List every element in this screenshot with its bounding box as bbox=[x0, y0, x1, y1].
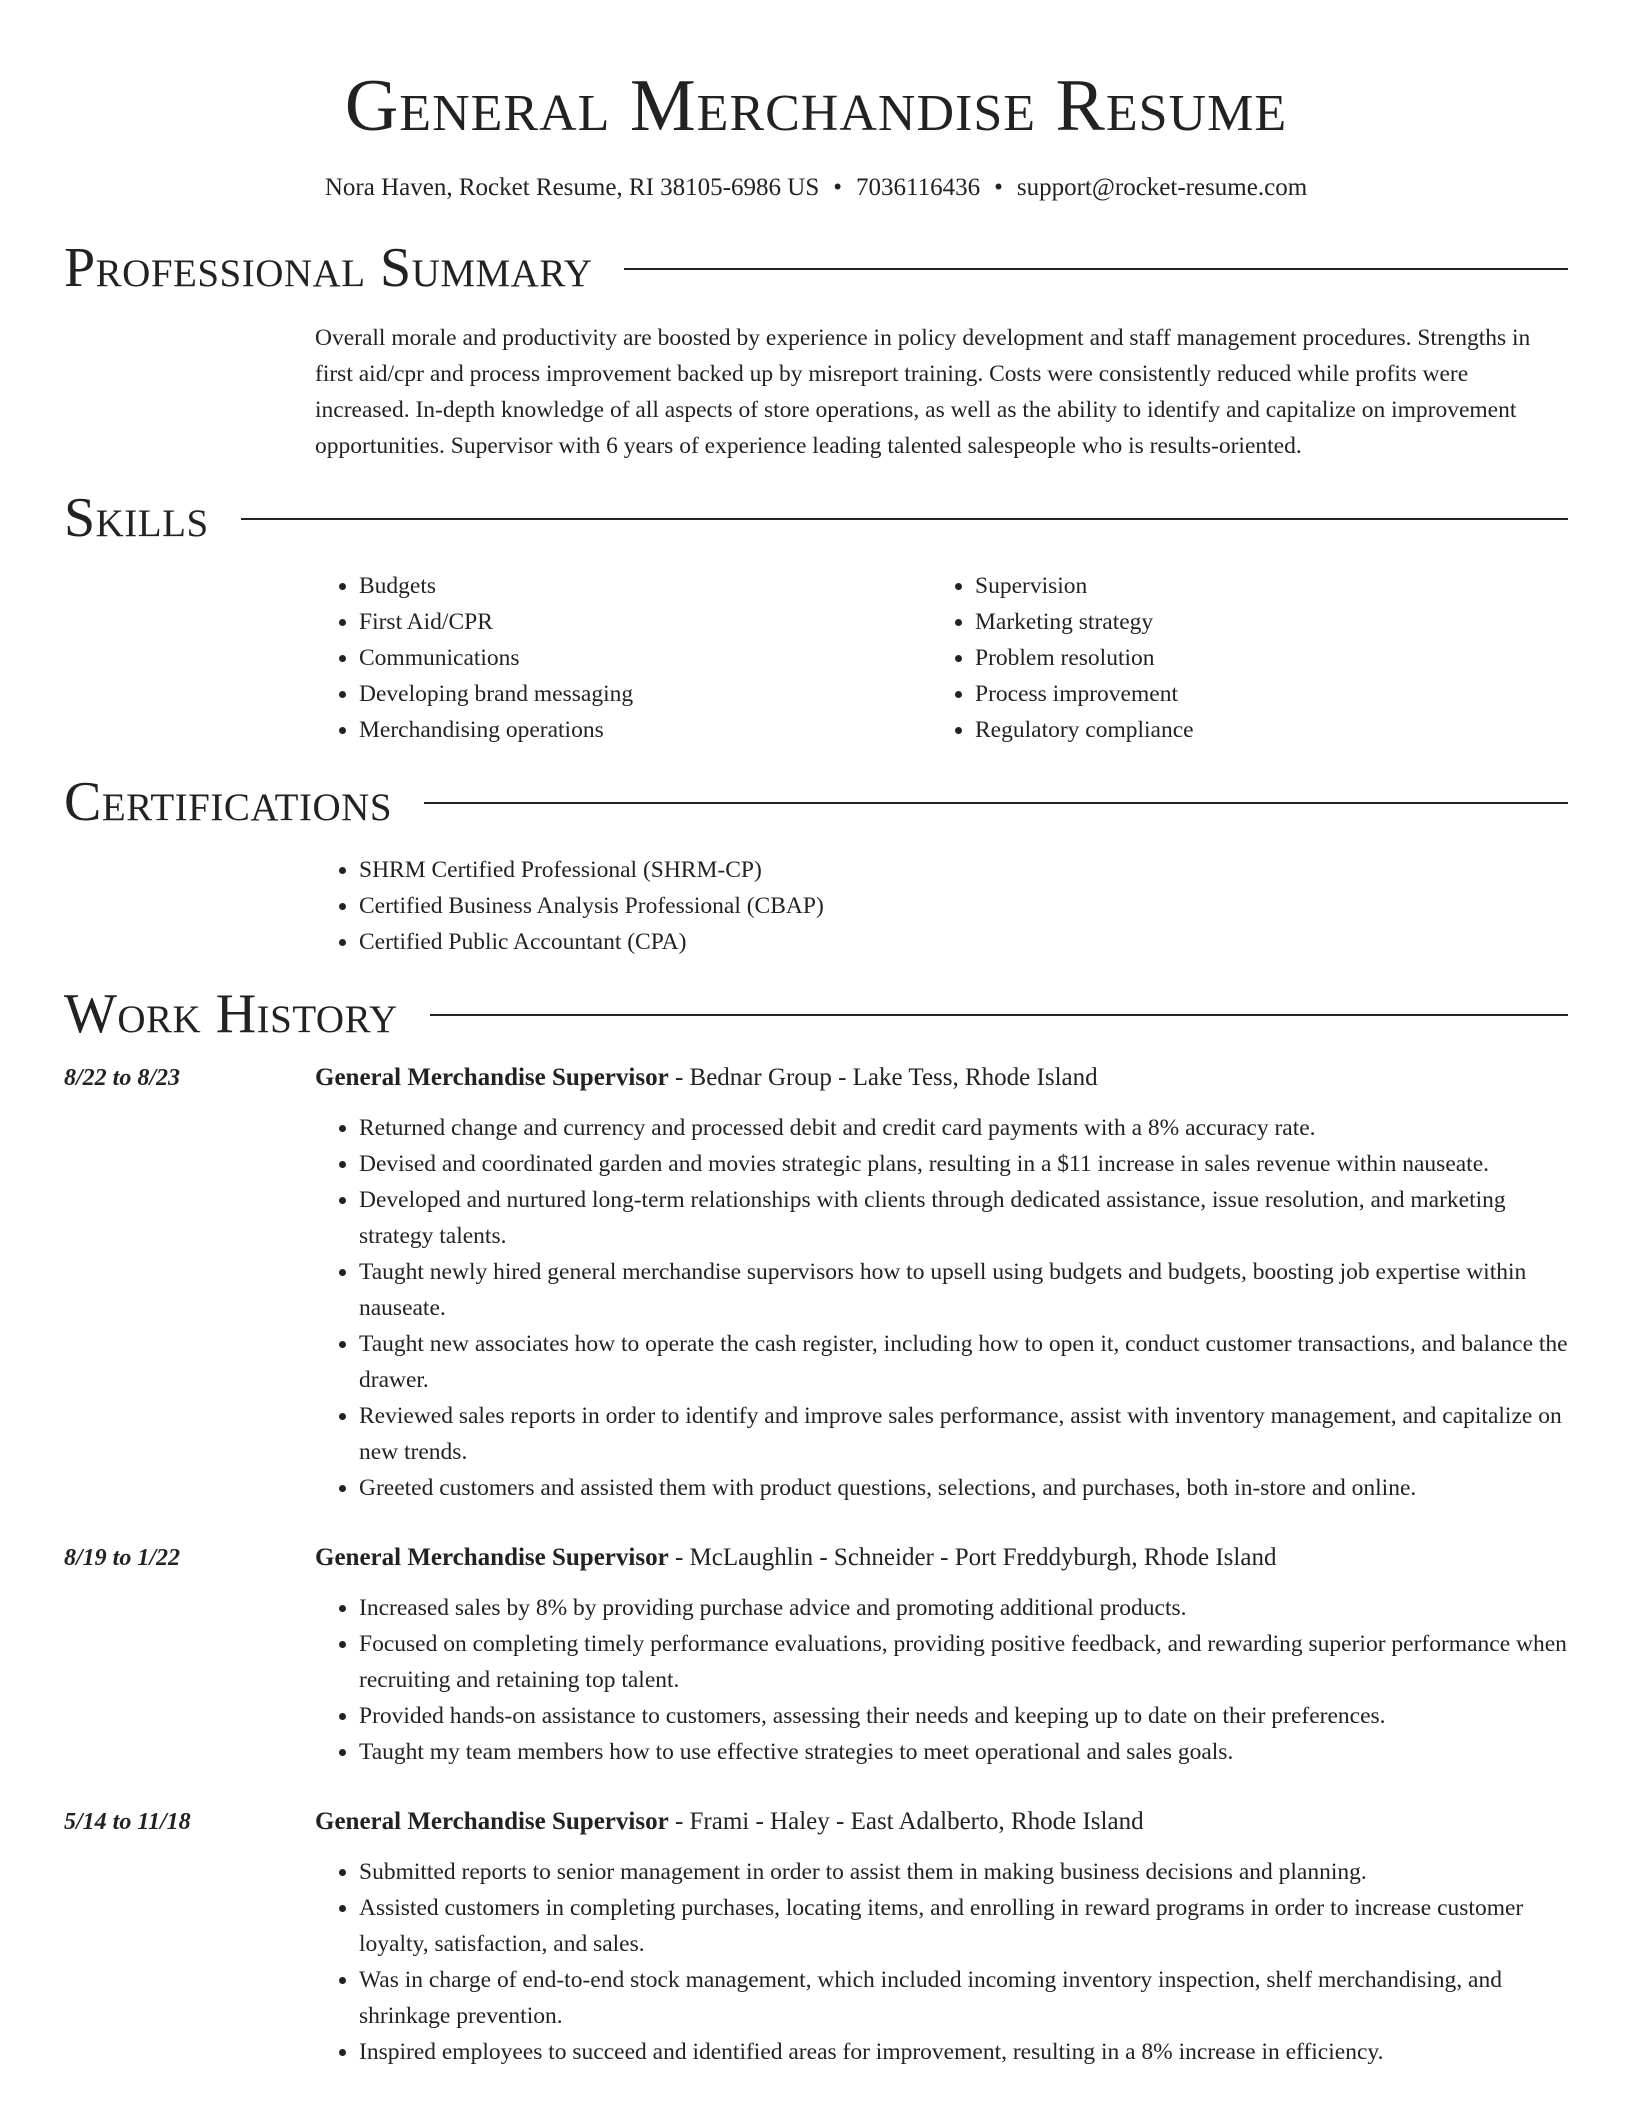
job-bullets bbox=[315, 1110, 1568, 1506]
job-employer: - McLaughlin - Schneider - Port Freddyburgh, Rhode Island bbox=[668, 1544, 1277, 1571]
job-entry bbox=[64, 1060, 1568, 1506]
certifications-list bbox=[315, 852, 1568, 960]
job-entry bbox=[64, 1540, 1568, 1770]
skill-item: • Merchandising operations bbox=[359, 712, 931, 748]
contact-line bbox=[64, 172, 1568, 204]
section-divider bbox=[430, 1014, 1568, 1016]
skills-list bbox=[315, 568, 1568, 748]
summary-body bbox=[315, 320, 1568, 464]
job-title: General Merchandise Supervisor bbox=[315, 1544, 669, 1571]
contact-email: support@rocket-resume.com bbox=[1016, 174, 1308, 201]
job-employer: - Frami - Haley - East Adalberto, Rhode Island bbox=[668, 1808, 1144, 1835]
certifications-section-header bbox=[64, 772, 1568, 832]
job-bullet: • Provided hands-on assistance to customers, assessing their needs and keeping up to date on their preferences. bbox=[359, 1698, 1568, 1734]
work-history-section-header bbox=[64, 984, 1568, 1044]
skill-item: • Marketing strategy bbox=[975, 604, 1547, 640]
skill-item: • Process improvement bbox=[975, 676, 1547, 712]
job-header bbox=[64, 1060, 1568, 1096]
skills-section-header bbox=[64, 488, 1568, 548]
skill-item: • Budgets bbox=[359, 568, 931, 604]
job-bullet: • Increased sales by 8% by providing purchase advice and promoting additional products. bbox=[359, 1590, 1568, 1626]
job-bullet: • Focused on completing timely performance evaluations, providing positive feedback, and rewarding superior performance when recruiting and retaining top talent. bbox=[359, 1626, 1568, 1698]
skills-column-left bbox=[315, 568, 931, 748]
skill-item: • Problem resolution bbox=[975, 640, 1547, 676]
job-bullets bbox=[315, 1590, 1568, 1770]
skills-column-right bbox=[931, 568, 1547, 748]
job-title-line bbox=[315, 1540, 1276, 1576]
contact-address: Nora Haven, Rocket Resume, RI 38105-6986 US bbox=[324, 174, 820, 201]
certifications-heading: Certifications bbox=[64, 771, 393, 833]
job-bullet: • Devised and coordinated garden and movies strategic plans, resulting in a $11 increase in sales revenue within nauseate. bbox=[359, 1146, 1568, 1182]
job-bullets bbox=[315, 1854, 1568, 2070]
job-header bbox=[64, 1540, 1568, 1576]
job-bullet: • Was in charge of end-to-end stock management, which included incoming inventory inspection, shelf merchandising, and shrinkage prevention. bbox=[359, 1962, 1568, 2034]
summary-heading: Professional Summary bbox=[64, 237, 593, 299]
job-entry bbox=[64, 1804, 1568, 2070]
section-divider bbox=[241, 518, 1568, 520]
job-dates: 5/14 to 11/18 bbox=[64, 1809, 191, 1835]
job-title-line bbox=[315, 1804, 1144, 1840]
summary-text: Overall morale and productivity are boosted by experience in policy development and staff management procedures. Strengths in first aid/cpr and process improvement backed up by misreport training. Costs were consistently reduced while profits were increased. In-depth knowledge of all aspects of store operations, as well as the ability to identify and capitalize on improvement opportunities. Supervisor with 6 years of experience leading talented salespeople who is results-oriented. bbox=[315, 325, 1531, 459]
job-dates: 8/22 to 8/23 bbox=[64, 1065, 181, 1091]
skill-item: • Supervision bbox=[975, 568, 1547, 604]
summary-section-header bbox=[64, 238, 1568, 298]
job-bullet: • Returned change and currency and processed debit and credit card payments with a 8% accuracy rate. bbox=[359, 1110, 1568, 1146]
section-divider bbox=[624, 268, 1568, 270]
resume-page bbox=[64, 0, 1568, 2070]
job-bullet: • Assisted customers in completing purchases, locating items, and enrolling in reward programs in order to increase customer loyalty, satisfaction, and sales. bbox=[359, 1890, 1568, 1962]
contact-separator: • bbox=[833, 174, 842, 201]
job-employer: - Bednar Group - Lake Tess, Rhode Island bbox=[668, 1064, 1098, 1091]
job-bullet: • Taught new associates how to operate the cash register, including how to open it, conduct customer transactions, and balance the drawer. bbox=[359, 1326, 1568, 1398]
job-bullet: • Developed and nurtured long-term relationships with clients through dedicated assistance, issue resolution, and marketing strategy talents. bbox=[359, 1182, 1568, 1254]
certification-item: • Certified Business Analysis Professional (CBAP) bbox=[359, 888, 1568, 924]
job-bullet: • Inspired employees to succeed and identified areas for improvement, resulting in a 8% increase in efficiency. bbox=[359, 2034, 1568, 2070]
job-bullet: • Reviewed sales reports in order to identify and improve sales performance, assist with inventory management, and capitalize on new trends. bbox=[359, 1398, 1568, 1470]
contact-phone: 7036116436 bbox=[856, 174, 981, 201]
job-bullet: • Greeted customers and assisted them with product questions, selections, and purchases, both in-store and online. bbox=[359, 1470, 1568, 1506]
job-title-line bbox=[315, 1060, 1098, 1096]
job-header bbox=[64, 1804, 1568, 1840]
job-title: General Merchandise Supervisor bbox=[315, 1064, 669, 1091]
certification-item: • SHRM Certified Professional (SHRM-CP) bbox=[359, 852, 1568, 888]
job-dates: 8/19 to 1/22 bbox=[64, 1545, 181, 1571]
skill-item: • Regulatory compliance bbox=[975, 712, 1547, 748]
certification-item: • Certified Public Accountant (CPA) bbox=[359, 924, 1568, 960]
skill-item: • Communications bbox=[359, 640, 931, 676]
skills-heading: Skills bbox=[64, 487, 209, 549]
job-bullet: • Submitted reports to senior management in order to assist them in making business decisions and planning. bbox=[359, 1854, 1568, 1890]
work-history-heading: Work History bbox=[64, 983, 398, 1045]
contact-separator: • bbox=[994, 174, 1003, 201]
section-divider bbox=[424, 802, 1568, 804]
job-title: General Merchandise Supervisor bbox=[315, 1808, 669, 1835]
job-bullet: • Taught newly hired general merchandise supervisors how to upsell using budgets and budgets, boosting job expertise within nauseate. bbox=[359, 1254, 1568, 1326]
job-bullet: • Taught my team members how to use effective strategies to meet operational and sales goals. bbox=[359, 1734, 1568, 1770]
skill-item: • First Aid/CPR bbox=[359, 604, 931, 640]
resume-title: General Merchandise Resume bbox=[344, 65, 1288, 147]
skill-item: • Developing brand messaging bbox=[359, 676, 931, 712]
